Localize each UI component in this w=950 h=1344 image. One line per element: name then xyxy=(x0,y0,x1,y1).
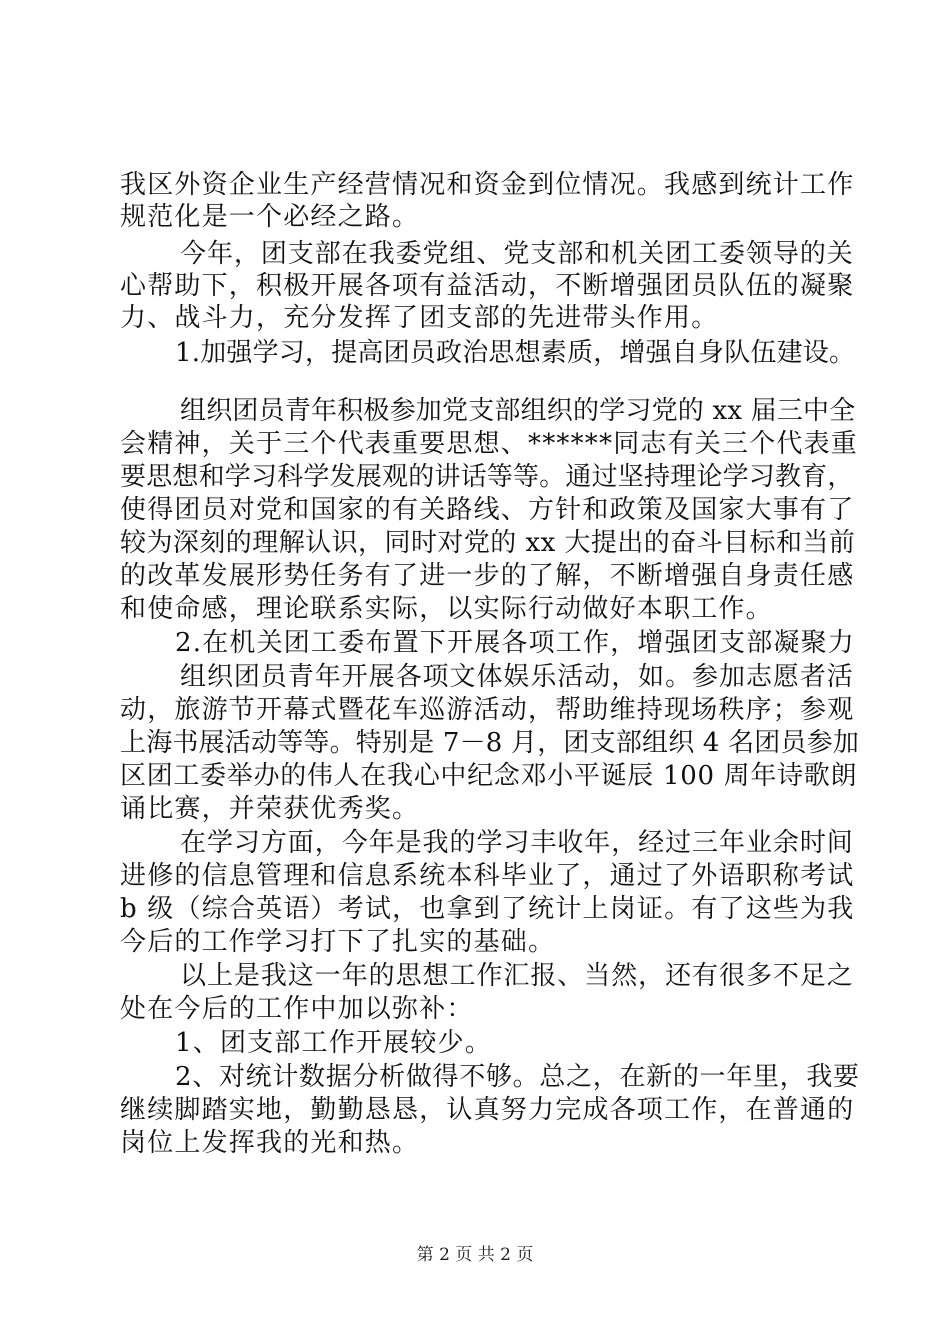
text-line: 我区外资企业生产经营情况和资金到位情况。我感到统计工作 xyxy=(120,170,855,200)
text-line: 1、团支部工作开展较少。 xyxy=(175,1028,492,1058)
text-line: 组织团员青年积极参加党支部组织的学习党的 xx 届三中全 xyxy=(180,396,856,426)
text-line: 以上是我这一年的思想工作汇报、当然，还有很多不足之 xyxy=(180,961,854,991)
text-line: 动，旅游节开幕式暨花车巡游活动，帮助维持现场秩序；参观 xyxy=(120,695,855,725)
text-line: 较为深刻的理解认识，同时对党的 xx 大提出的奋斗目标和当前 xyxy=(120,528,856,558)
text-line: 2、对统计数据分析做得不够。总之，在新的一年里，我要 xyxy=(175,1062,860,1092)
text-line: 诵比赛，并荣获优秀奖。 xyxy=(120,794,420,824)
text-line: 岗位上发挥我的光和热。 xyxy=(120,1128,420,1158)
text-line: 规范化是一个必经之路。 xyxy=(120,202,420,232)
text-line: 使得团员对党和国家的有关路线、方针和政策及国家大事有了 xyxy=(120,495,855,525)
text-line: 2.在机关团工委布置下开展各项工作，增强团支部凝聚力 xyxy=(175,628,856,658)
text-line: 的改革发展形势任务有了进一步的了解，不断增强自身责任感 xyxy=(120,561,855,591)
text-line: 会精神，关于三个代表重要思想、******同志有关三个代表重 xyxy=(120,429,859,459)
text-line: 心帮助下，积极开展各项有益活动，不断增强团员队伍的凝聚 xyxy=(120,271,855,301)
text-line: 和使命感，理论联系实际，以实际行动做好本职工作。 xyxy=(120,594,773,624)
page-number-footer: 第 2 页 共 2 页 xyxy=(416,1245,534,1265)
text-line: 组织团员青年开展各项文体娱乐活动，如。参加志愿者活 xyxy=(180,662,854,692)
text-line: b 级（综合英语）考试，也拿到了统计上岗证。有了这些为我 xyxy=(120,894,855,924)
text-line: 继续脚踏实地，勤勤恳恳，认真努力完成各项工作，在普通的 xyxy=(120,1095,855,1125)
text-line: 力、战斗力，充分发挥了团支部的先进带头作用。 xyxy=(120,303,719,333)
text-line: 处在今后的工作中加以弥补： xyxy=(120,994,474,1024)
text-line: 上海书展活动等等。特别是 7－8 月，团支部组织 4 名团员参加 xyxy=(120,728,860,758)
text-line: 今年，团支部在我委党组、党支部和机关团工委领导的关 xyxy=(180,239,854,269)
text-line: 在学习方面，今年是我的学习丰收年，经过三年业余时间 xyxy=(180,828,854,858)
text-line: 要思想和学习科学发展观的讲话等等。通过坚持理论学习教育， xyxy=(120,462,854,492)
text-line: 区团工委举办的伟人在我心中纪念邓小平诞辰 100 周年诗歌朗 xyxy=(120,761,858,791)
text-line: 1.加强学习，提高团员政治思想素质，增强自身队伍建设。 xyxy=(175,338,856,368)
text-line: 进修的信息管理和信息系统本科毕业了，通过了外语职称考试 xyxy=(120,861,855,891)
text-line: 今后的工作学习打下了扎实的基础。 xyxy=(120,927,556,957)
